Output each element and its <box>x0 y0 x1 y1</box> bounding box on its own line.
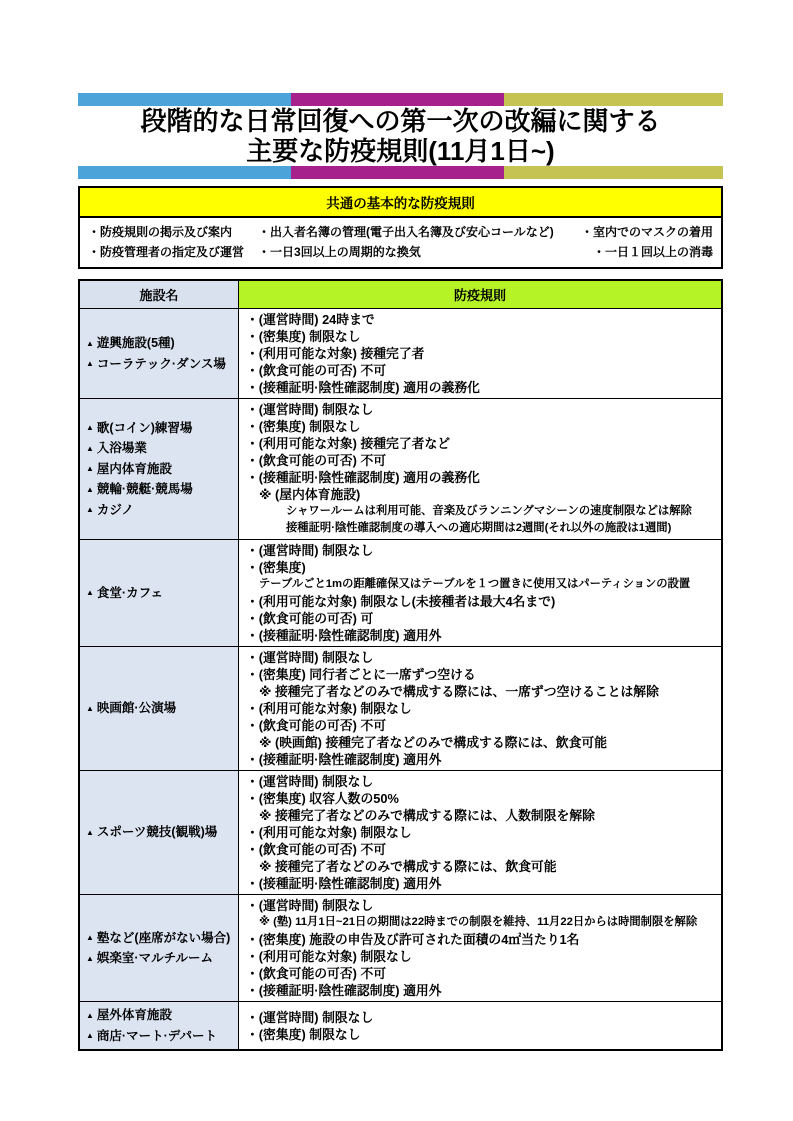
triangle-marker-icon: ▲ <box>86 338 94 348</box>
title-bar-top-magenta-segment <box>291 93 504 106</box>
rule-line: ・(接種証明·陰性確認制度) 適用外 <box>246 876 442 891</box>
facility-item <box>86 1026 234 1047</box>
table-row <box>79 895 722 1002</box>
rule-line: ・(利用可能な対象) 制限なし <box>246 825 412 840</box>
facility-cell <box>79 647 239 771</box>
table-row <box>79 309 722 399</box>
facility-cell <box>79 1002 239 1051</box>
rule-line: ※ (塾) 11月1日~21日の期間は22時までの制限を維持、11月22日からは時間制限を解除 <box>259 916 698 928</box>
rule-line: ・(利用可能な対象) 接種完了者 <box>246 346 425 361</box>
rule-line: ・(利用可能な対象) 接種完了者など <box>246 436 451 451</box>
rule-line: ・(利用可能な対象) 制限なし(未接種者は最大4名まで) <box>246 594 556 609</box>
facility-item <box>86 500 234 521</box>
title-bar-bottom-olive-segment <box>504 166 723 179</box>
rule-line: ・(運営時間) 制限なし <box>246 543 374 558</box>
facility-item <box>86 948 234 969</box>
triangle-marker-icon: ▲ <box>86 359 94 368</box>
common-rule-item: ・室内でのマスクの着用 <box>580 225 713 239</box>
common-rules-title: 共通の基本的な防疫規則 <box>80 188 721 218</box>
table-header-row <box>79 280 722 309</box>
facility-item <box>86 479 234 500</box>
facility-item <box>86 1005 234 1026</box>
rule-line: 接種証明·陰性確認制度の導入への適応期間は2週間(それ以外の施設は1週間) <box>286 522 672 534</box>
facility-item <box>86 698 234 719</box>
title-bar-bottom <box>78 166 723 179</box>
rule-line: ・(運営時間) 制限なし <box>246 774 374 789</box>
facility-item <box>86 354 234 375</box>
triangle-marker-icon: ▲ <box>86 703 94 713</box>
facility-label: カジノ <box>96 502 134 517</box>
common-rule-item: ・出入者名簿の管理(電子出入名簿及び安心コールなど) <box>258 225 554 239</box>
facility-item <box>86 418 234 439</box>
rule-line: ・(密集度) 制限なし <box>246 1026 361 1042</box>
common-rule-item: ・防疫管理者の指定及び運営 <box>88 245 245 259</box>
rule-line: ・(密集度) 施設の申告及び許可された面積の4㎡当たり1名 <box>246 932 580 947</box>
rule-line: シャワールームは利用可能、音楽及びランニングマシーンの速度制限などは解除 <box>286 505 692 517</box>
document <box>78 93 723 1051</box>
rule-line: ・(飲食可能の可否) 可 <box>246 611 374 626</box>
common-rule-item: ・防疫規則の掲示及び案内 <box>88 225 233 239</box>
rules-cell <box>239 309 723 399</box>
rules-cell <box>239 771 723 895</box>
page-title-line2: 主要な防疫規則(11月1日~) <box>246 136 555 166</box>
rule-line: ・(接種証明·陰性確認制度) 適用外 <box>246 752 442 767</box>
facility-item <box>86 583 234 604</box>
rule-line: ※ (映画館) 接種完了者などのみで構成する際には、飲食可能 <box>259 735 607 750</box>
facility-label: 食堂·カフェ <box>96 585 163 600</box>
facility-label: コーラテック·ダンス場 <box>96 356 226 371</box>
facility-label: 歌(コイン)練習場 <box>96 420 193 435</box>
rule-line: ・(飲食可能の可否) 不可 <box>246 363 387 378</box>
facility-item <box>86 822 234 843</box>
page-title <box>78 106 723 166</box>
rule-line: ・(飲食可能の可否) 不可 <box>246 718 387 733</box>
facility-cell <box>79 399 239 540</box>
rule-line: ・(飲食可能の可否) 不可 <box>246 966 387 981</box>
table-row <box>79 647 722 771</box>
facility-cell <box>79 895 239 1002</box>
common-rules-column <box>581 222 713 262</box>
facility-item <box>86 333 234 354</box>
table-row <box>79 399 722 540</box>
common-rules-body <box>80 218 721 267</box>
facility-cell <box>79 309 239 399</box>
rule-line: ・(運営時間) 制限なし <box>246 898 374 913</box>
rule-line: ・(密集度) 制限なし <box>246 329 361 344</box>
rules-table <box>78 279 723 1051</box>
table-row <box>79 771 722 895</box>
facility-label: 映画館·公演場 <box>96 701 177 716</box>
rules-cell <box>239 399 723 540</box>
rule-line: ・(接種証明·陰性確認制度) 適用外 <box>246 983 442 998</box>
triangle-marker-icon: ▲ <box>86 827 94 837</box>
facility-label: 娯楽室·マルチルーム <box>96 951 213 965</box>
facility-label: 塾など(座席がない場合) <box>96 930 231 945</box>
title-bar-top <box>78 93 723 106</box>
facility-header-cell: 施設名 <box>79 280 239 309</box>
page-title-line1: 段階的な日常回復への第一次の改編に関する <box>140 106 661 136</box>
table-row <box>79 1002 722 1051</box>
rule-line: ・(運営時間) 制限なし <box>246 402 374 417</box>
facility-cell <box>79 771 239 895</box>
rules-header-cell: 防疫規則 <box>239 280 723 309</box>
rule-line: テーブルごと1mの距離確保又はテーブルを１つ置きに使用又はパーティションの設置 <box>259 578 691 590</box>
rule-line: ・(運営時間) 制限なし <box>246 1009 374 1025</box>
facility-cell <box>79 540 239 647</box>
facility-label: 競輪·競艇·競馬場 <box>96 482 193 497</box>
facility-label: 屋内体育施設 <box>96 461 172 476</box>
facility-label: 遊興施設(5種) <box>96 336 175 350</box>
title-bar-top-blue-segment <box>78 93 291 106</box>
common-rules-column <box>258 222 554 262</box>
triangle-marker-icon: ▲ <box>86 933 94 942</box>
rule-line: ・(密集度) <box>246 560 306 575</box>
rule-line: ・(飲食可能の可否) 不可 <box>246 842 387 857</box>
triangle-marker-icon: ▲ <box>86 443 94 453</box>
triangle-marker-icon: ▲ <box>86 1010 94 1020</box>
table-row <box>79 540 722 647</box>
common-rule-item: ・一日１回以上の消毒 <box>592 245 713 259</box>
rules-cell <box>239 1002 723 1051</box>
facility-item <box>86 438 234 459</box>
rules-cell <box>239 895 723 1002</box>
rule-line: ・(運営時間) 24時まで <box>246 312 375 327</box>
rule-line: ※ (屋内体育施設) <box>259 487 361 502</box>
rule-line: ・(接種証明·陰性確認制度) 適用の義務化 <box>246 380 480 395</box>
title-bar-top-olive-segment <box>504 93 723 106</box>
rule-line: ・(密集度) 制限なし <box>246 419 361 434</box>
rules-cell <box>239 647 723 771</box>
facility-label: スポーツ競技(観戦)場 <box>96 825 218 840</box>
rule-line: ・(接種証明·陰性確認制度) 適用の義務化 <box>246 470 480 485</box>
triangle-marker-icon: ▲ <box>86 588 94 598</box>
common-rules-box <box>78 186 723 269</box>
rule-line: ・(密集度) 収容人数の50% <box>246 791 399 806</box>
facility-label: 商店·マート·デパート <box>96 1028 217 1043</box>
rule-line: ・(利用可能な対象) 制限なし <box>246 701 412 716</box>
common-rules-column <box>88 222 244 262</box>
rule-line: ・(飲食可能の可否) 不可 <box>246 453 387 468</box>
rule-line: ・(接種証明·陰性確認制度) 適用外 <box>246 628 442 643</box>
title-bar-bottom-magenta-segment <box>291 166 504 179</box>
rule-line: ※ 接種完了者などのみで構成する際には、一席ずつ空けることは解除 <box>259 684 659 699</box>
triangle-marker-icon: ▲ <box>86 464 94 474</box>
title-bar-bottom-blue-segment <box>78 166 291 179</box>
facility-label: 入浴場業 <box>96 441 147 456</box>
common-rule-item: ・一日3回以上の周期的な換気 <box>258 245 421 259</box>
rule-line: ・(運営時間) 制限なし <box>246 650 374 665</box>
rules-cell <box>239 540 723 647</box>
triangle-marker-icon: ▲ <box>86 423 94 433</box>
facility-label: 屋外体育施設 <box>96 1008 172 1022</box>
rule-line: ※ 接種完了者などのみで構成する際には、飲食可能 <box>259 859 557 874</box>
facility-item <box>86 459 234 480</box>
triangle-marker-icon: ▲ <box>86 1031 94 1040</box>
rule-line: ・(密集度) 同行者ごとに一席ずつ空ける <box>246 667 476 682</box>
rule-line: ※ 接種完了者などのみで構成する際には、人数制限を解除 <box>259 808 595 823</box>
triangle-marker-icon: ▲ <box>86 505 94 515</box>
triangle-marker-icon: ▲ <box>86 953 94 963</box>
triangle-marker-icon: ▲ <box>86 484 94 494</box>
rule-line: ・(利用可能な対象) 制限なし <box>246 949 412 964</box>
facility-item <box>86 928 234 949</box>
